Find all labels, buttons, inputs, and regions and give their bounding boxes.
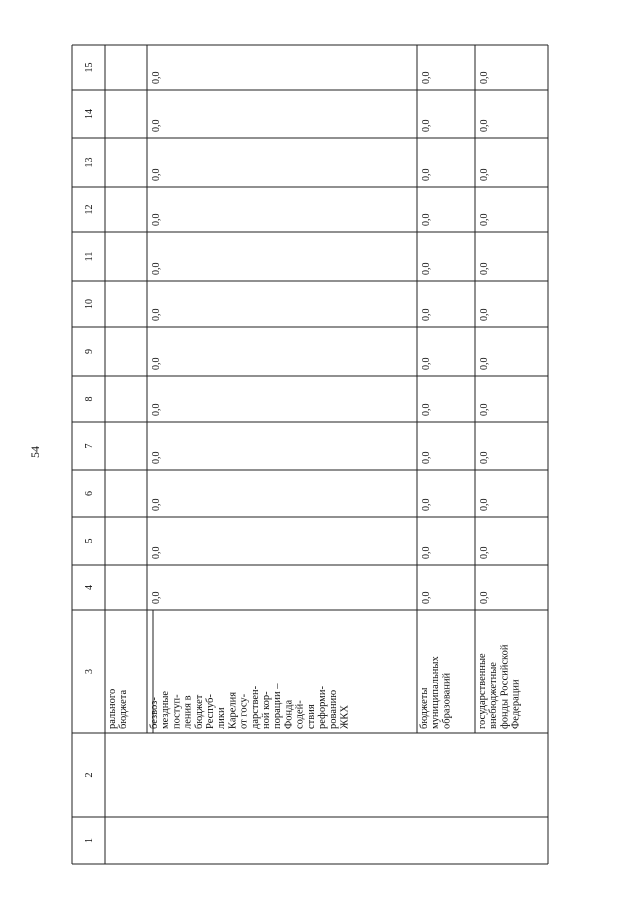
table-cell-value: 0,0	[151, 498, 162, 511]
row-label-line: бюджеты	[419, 687, 430, 729]
column-header-number: 8	[84, 396, 95, 402]
column-header-number: 9	[84, 349, 95, 354]
column-header-number: 2	[84, 772, 95, 778]
table-cell-value: 0,0	[421, 71, 432, 84]
row-label-line: безвоз-	[149, 697, 160, 729]
table-cell-value: 0,0	[151, 451, 162, 464]
column-header-number: 13	[84, 157, 95, 168]
table-cell-value: 0,0	[421, 213, 432, 226]
table-cell-value: 0,0	[151, 308, 162, 321]
column-header-number: 6	[84, 491, 95, 496]
table-cell-value: 0,0	[479, 308, 490, 321]
column-header-number: 7	[84, 443, 95, 449]
table-cell-value: 0,0	[479, 168, 490, 181]
row-label-line: муниципальных	[430, 656, 442, 729]
row-label-line: ЖКХ	[339, 705, 351, 729]
table-cell-value: 0,0	[151, 591, 162, 604]
row-label-line: бюджета	[118, 689, 130, 729]
row-label-line: Фонда	[283, 699, 295, 729]
column-header-number: 10	[84, 299, 95, 309]
table-cell-value: 0,0	[479, 591, 490, 604]
column-header-number: 12	[84, 204, 95, 215]
row-label-line: лики	[216, 707, 228, 729]
row-label-line: Карелия	[227, 691, 239, 729]
column-header-number: 11	[84, 251, 95, 262]
table-cell-value: 0,0	[479, 403, 490, 416]
column-header-number: 4	[84, 585, 95, 590]
table-cell-value: 0,0	[421, 262, 432, 275]
row-label-line: фонды Российской	[499, 644, 511, 729]
table-cell-value: 0,0	[421, 498, 432, 511]
table-cell-value: 0,0	[421, 546, 432, 559]
table-cell-value: 0,0	[479, 262, 490, 275]
table-cell-value: 0,0	[151, 546, 162, 559]
table-cell-value: 0,0	[421, 591, 432, 604]
table-cell-value: 0,0	[421, 403, 432, 416]
table-cell-value: 0,0	[479, 119, 490, 132]
row-label-line: бюджет	[193, 694, 205, 729]
table-cell-value: 0,0	[151, 119, 162, 132]
row-label-line: внебюджетные	[488, 662, 500, 729]
row-label-line: ления в	[182, 695, 194, 729]
row-label-line: от госу-	[238, 693, 250, 729]
row-label-line: мездные	[160, 690, 172, 729]
column-header-number: 1	[84, 838, 95, 843]
row-label-line: государственные	[477, 653, 488, 729]
table-cell-value: 0,0	[151, 403, 162, 416]
row-label-line: Федерации	[510, 679, 522, 729]
row-label-line: поступ-	[171, 694, 183, 729]
row-label-line: дарствен-	[249, 685, 261, 729]
table-cell-value: 0,0	[151, 357, 162, 370]
page-number-text: 54	[28, 446, 42, 458]
table-cell-value: 0,0	[151, 262, 162, 275]
column-header-number: 15	[84, 62, 95, 73]
table-cell-value: 0,0	[479, 451, 490, 464]
row-label-line: рального	[107, 688, 118, 729]
table-cell-value: 0,0	[421, 308, 432, 321]
table-cell-value: 0,0	[151, 213, 162, 226]
table-cell-value: 0,0	[151, 168, 162, 181]
row-label-line: образований	[441, 672, 453, 729]
table-cell-value: 0,0	[479, 498, 490, 511]
row-label-line: ствия	[305, 704, 317, 729]
row-label-line: содей-	[294, 700, 306, 729]
row-label-line: ной кор-	[261, 691, 272, 729]
table-cell-value: 0,0	[479, 213, 490, 226]
column-header-number: 14	[84, 109, 95, 119]
table-cell-value: 0,0	[421, 451, 432, 464]
table-cell-value: 0,0	[151, 71, 162, 84]
table-cell-value: 0,0	[421, 357, 432, 370]
table-cell-value: 0,0	[479, 357, 490, 370]
row-label-line: Респуб-	[205, 694, 216, 729]
row-label-line: рованию	[328, 689, 340, 729]
column-header-number: 3	[84, 669, 95, 674]
row-label-line: порации –	[272, 683, 284, 729]
column-header-number: 5	[84, 538, 95, 544]
table-cell-value: 0,0	[479, 546, 490, 559]
table-cell-value: 0,0	[479, 71, 490, 84]
table-cell-value: 0,0	[421, 168, 432, 181]
row-label-line: реформи-	[317, 686, 328, 729]
table-cell-value: 0,0	[421, 119, 432, 132]
